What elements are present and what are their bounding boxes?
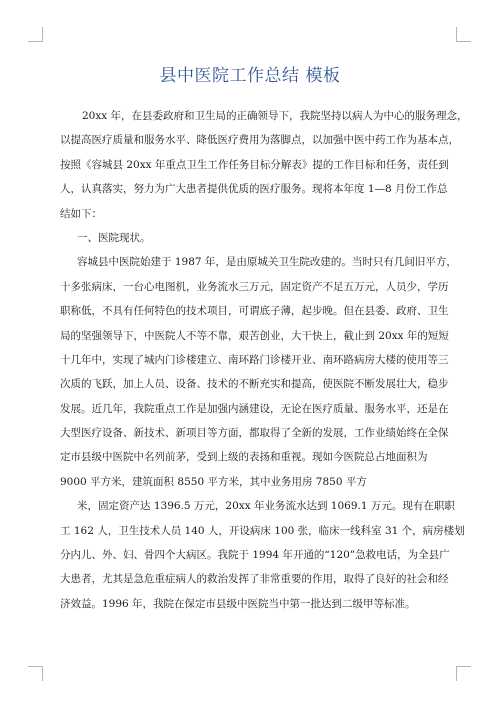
text-line: 按照《容城县 20xx 年重点卫生工作任务目标分解表》提的工作目标和任务，责任到 [60, 158, 449, 171]
text-line: 十几年中，实现了城内门诊楼建立、南环路门诊楼开业、南环路病房大楼的使用等三 [60, 353, 449, 366]
text-line: 分内儿、外、妇、骨四个大病区。我院于 1994 年开通的“120”急救电话，为全县广 [60, 549, 450, 562]
text-line: 以提高医疗质量和服务水平、降低医疗费用为落脚点，以加强中医中药工作为基本点， [60, 134, 459, 147]
page-title: 县中医院工作总结 模板 [159, 66, 341, 86]
text-line: 次质的飞跃，加上人员、设备、技术的不断充实和提高，使医院不断发展壮大，稳步 [60, 378, 449, 391]
text-line: 结如下： [60, 207, 102, 220]
document-body [60, 104, 468, 616]
text-line: 20xx 年，在县委政府和卫生局的正确领导下，我院坚持以病人为中心的服务理念， [82, 110, 468, 122]
text-line: 人，认真落实，努力为广大患者提供优质的医疗服务。现将本年度 1—8 月份工作总 [60, 183, 448, 196]
crop-mark-bottom-left [28, 666, 43, 681]
crop-mark-top-right [456, 27, 471, 42]
text-line: 局的坚强领导下，中医院人不等不靠，艰苦创业，大干快上，截止到 20xx 年的短短 [60, 329, 449, 342]
crop-mark-top-left [28, 27, 43, 42]
text-line: 大患者，尤其是急危重症病人的救治发挥了非常重要的作用，取得了良好的社会和经 [60, 573, 449, 586]
text-line: 定市县级中医院中名列前茅，受到上级的表扬和重视。现如今医院总占地面积为 [60, 451, 428, 464]
crop-mark-bottom-right [456, 666, 471, 681]
text-line: 发展。近几年，我院重点工作是加强内涵建设，无论在医疗质量、服务水平，还是在 [60, 402, 449, 415]
text-line: 米，固定资产达 1396.5 万元，20xx 年业务流水达到 1069.1 万元。现有在职职 [77, 500, 455, 513]
text-line: 济效益。1996 年，我院在保定市县级中医院当中第一批达到二级甲等标准。 [60, 597, 416, 610]
text-line: 工 162 人，卫生技术人员 140 人，开设病床 100 张，临床一线科室 31 个，病房楼划 [60, 524, 465, 537]
text-line: 容城县中医院始建于 1987 年，是由原城关卫生院改建的。当时只有几间旧平方， [77, 256, 457, 269]
section-heading: 一、医院现状。 [77, 231, 151, 244]
text-line: 职称低，不具有任何特色的技术项目，可谓底子薄，起步晚。但在县委、政府、卫生 [60, 305, 449, 318]
text-line: 大型医疗设备、新技术、新项目等方面，都取得了全新的发展，工作业绩始终在全保 [60, 427, 449, 440]
text-line: 9000 平方米，建筑面积 8550 平方米，其中业务用房 7850 平方 [60, 475, 367, 488]
text-line: 十多张病床，一台心电图机，业务流水三万元，固定资产不足五万元，人员少，学历 [60, 280, 449, 293]
